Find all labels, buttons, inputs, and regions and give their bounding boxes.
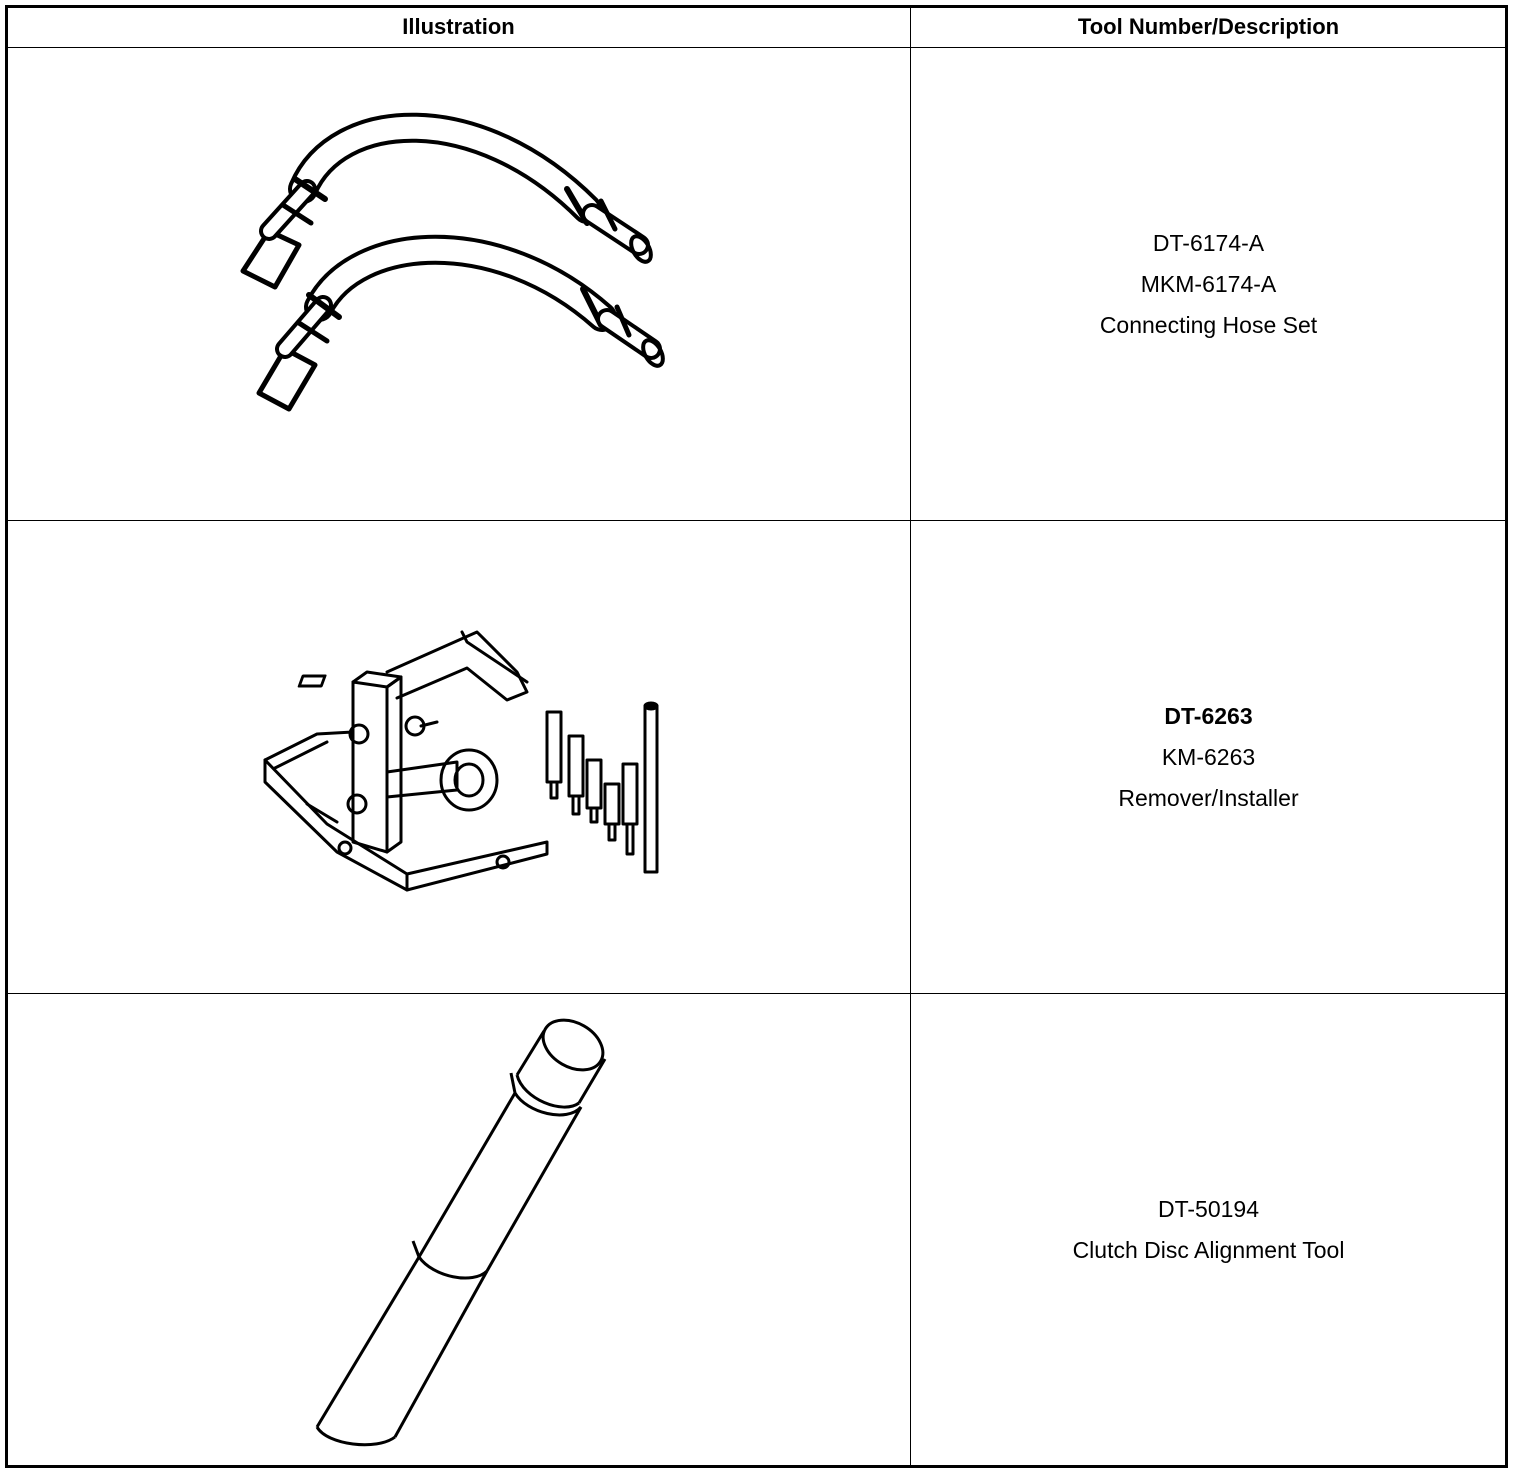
- tool-description-cell: [911, 521, 1507, 994]
- remover-installer-drawing: [7, 522, 911, 992]
- tool-number-alt: KM-6263: [1161, 743, 1256, 770]
- tool-description-header: Tool Number/Description: [911, 7, 1507, 48]
- clutch-alignment-tool-drawing: [7, 995, 911, 1465]
- illustration-cell: [7, 521, 911, 994]
- tool-number: DT-6263: [1164, 702, 1253, 729]
- tool-description-cell: [911, 994, 1507, 1467]
- tool-description: Clutch Disc Alignment Tool: [1072, 1237, 1345, 1263]
- illustration-cell: [7, 48, 911, 521]
- illustration-cell: [7, 994, 911, 1467]
- tool-number: DT-50194: [1157, 1196, 1259, 1222]
- table-row: [7, 48, 1507, 521]
- tool-number-alt: MKM-6174-A: [1140, 270, 1277, 297]
- connecting-hose-set-drawing: [7, 49, 911, 519]
- table-row: [7, 521, 1507, 994]
- tool-description: Connecting Hose Set: [1099, 311, 1318, 338]
- table-row: [7, 994, 1507, 1467]
- tool-description: Remover/Installer: [1118, 784, 1299, 811]
- illustration-header: Illustration: [7, 7, 911, 48]
- tool-number: DT-6174-A: [1152, 229, 1265, 256]
- tool-description-cell: [911, 48, 1507, 521]
- special-tools-table: [6, 6, 1507, 1467]
- table-header-row: [7, 7, 1507, 48]
